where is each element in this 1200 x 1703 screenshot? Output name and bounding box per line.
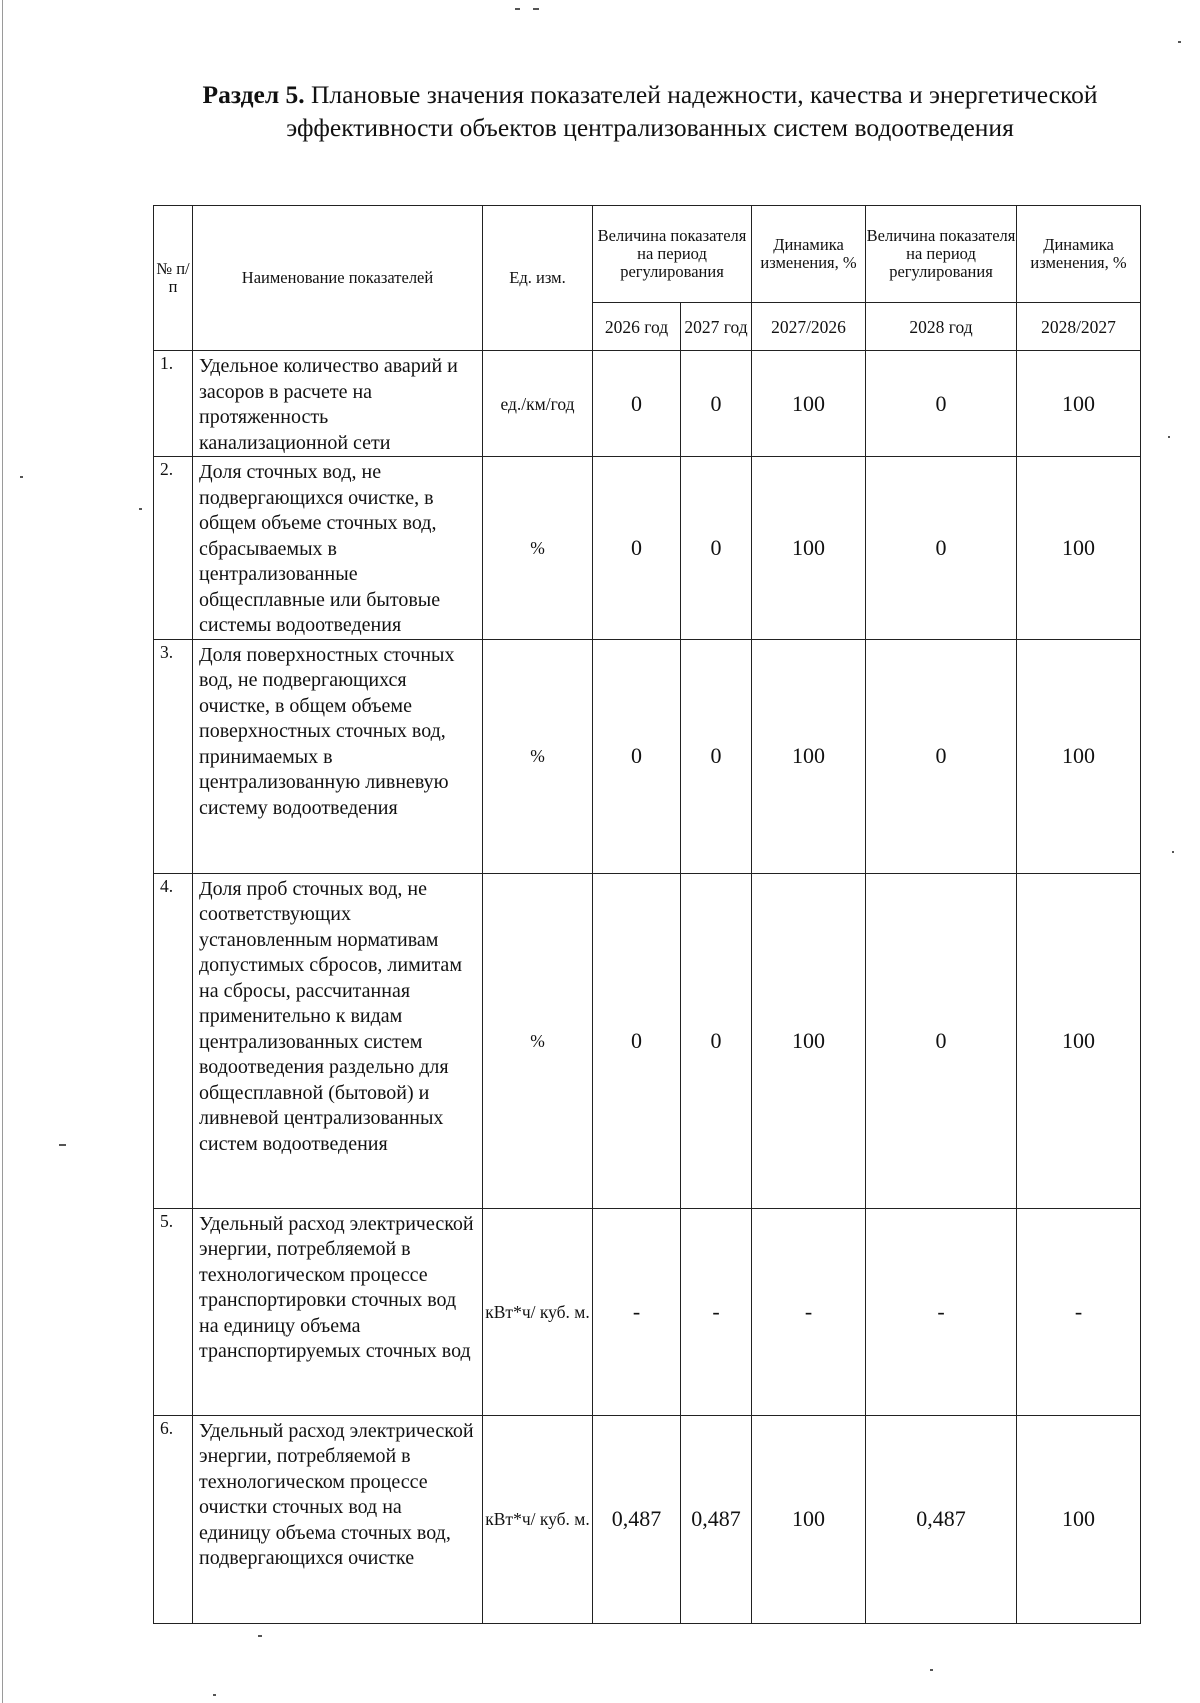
dynamics-2028-2027: 100: [1017, 873, 1141, 1208]
dynamics-2028-2027: 100: [1017, 639, 1141, 873]
header-dynamics-1: Динамика изменения, %: [752, 206, 866, 303]
scan-speck: [930, 1669, 933, 1671]
scan-speck: [1172, 851, 1174, 853]
header-year-2027: 2027 год: [681, 303, 752, 351]
indicator-name: Доля поверхностных сточных вод, не подвергающихся очистке, в общем объеме поверхностных сточных вод, принимаемых в централизованную ливневую систему водоотведения: [193, 639, 483, 873]
section-title: Плановые значения показателей надежности, качества и энергетической эффективности объектов централизованных систем водоотведения: [286, 80, 1098, 142]
dynamics-2027-2026: -: [752, 1208, 866, 1415]
value-2026: 0: [593, 457, 681, 640]
row-number: 1.: [154, 351, 193, 457]
table-row: [154, 639, 1141, 873]
value-2027: 0,487: [681, 1415, 752, 1623]
header-ratio-2: 2028/2027: [1017, 303, 1141, 351]
header-num: № п/ п: [154, 206, 193, 351]
row-number: 5.: [154, 1208, 193, 1415]
section-number: Раздел 5.: [202, 80, 305, 109]
dynamics-2027-2026: 100: [752, 873, 866, 1208]
table-row: [154, 873, 1141, 1208]
value-2028: 0,487: [866, 1415, 1017, 1623]
dynamics-2027-2026: 100: [752, 457, 866, 640]
section-heading: [180, 78, 1120, 144]
indicator-unit: кВт*ч/ куб. м.: [483, 1415, 593, 1623]
dynamics-2027-2026: 100: [752, 1415, 866, 1623]
header-dynamics-2: Динамика изменения, %: [1017, 206, 1141, 303]
indicator-unit: %: [483, 873, 593, 1208]
indicator-name: Удельный расход электрической энергии, потребляемой в технологическом процессе транспортировки сточных вод на единицу объема транспортируемых сточных вод: [193, 1208, 483, 1415]
dynamics-2027-2026: 100: [752, 351, 866, 457]
header-year-2028: 2028 год: [866, 303, 1017, 351]
value-2026: 0: [593, 639, 681, 873]
value-2027: 0: [681, 351, 752, 457]
header-value-period-2: Величина показателя на период регулирования: [866, 206, 1017, 303]
table-row: [154, 1415, 1141, 1623]
header-unit: Ед. изм.: [483, 206, 593, 351]
header-name: Наименование показателей: [193, 206, 483, 351]
indicator-name: Доля проб сточных вод, не соответствующих установленным нормативам допустимых сбросов, лимитам на сбросы, рассчитанная применительно к видам централизованных систем водоотведения раздельно для общесплавной (бытовой) и ливневой централизованных систем водоотведения: [193, 873, 483, 1208]
scan-speck: [20, 476, 23, 478]
header-ratio-1: 2027/2026: [752, 303, 866, 351]
value-2028: 0: [866, 457, 1017, 640]
value-2028: 0: [866, 873, 1017, 1208]
indicator-name: Удельное количество аварий и засоров в расчете на протяженность канализационной сети: [193, 351, 483, 457]
header-year-2026: 2026 год: [593, 303, 681, 351]
scan-speck: [1178, 41, 1181, 43]
indicator-unit: ед./км/год: [483, 351, 593, 457]
header-value-period-1: Величина показателя на период регулирования: [593, 206, 752, 303]
indicator-name: Удельный расход электрической энергии, потребляемой в технологическом процессе очистки сточных вод на единицу объема сточных вод, подвергающихся очистке: [193, 1415, 483, 1623]
row-number: 6.: [154, 1415, 193, 1623]
value-2027: -: [681, 1208, 752, 1415]
header-row-1: [154, 206, 1141, 303]
value-2028: 0: [866, 639, 1017, 873]
dynamics-2028-2027: 100: [1017, 1415, 1141, 1623]
indicator-unit: кВт*ч/ куб. м.: [483, 1208, 593, 1415]
table-row: [154, 351, 1141, 457]
dynamics-2027-2026: 100: [752, 639, 866, 873]
dynamics-2028-2027: 100: [1017, 351, 1141, 457]
row-number: 4.: [154, 873, 193, 1208]
scan-speck: [213, 1694, 216, 1696]
scan-speck: [59, 1144, 66, 1146]
value-2028: -: [866, 1208, 1017, 1415]
value-2026: 0: [593, 351, 681, 457]
table-row: [154, 1208, 1141, 1415]
value-2027: 0: [681, 457, 752, 640]
value-2026: -: [593, 1208, 681, 1415]
indicator-unit: %: [483, 639, 593, 873]
scan-speck: [1168, 436, 1170, 438]
value-2026: 0: [593, 873, 681, 1208]
scan-speck: [258, 1635, 262, 1637]
indicator-unit: %: [483, 457, 593, 640]
value-2027: 0: [681, 873, 752, 1208]
dynamics-2028-2027: -: [1017, 1208, 1141, 1415]
scan-speck: [533, 8, 539, 10]
row-number: 3.: [154, 639, 193, 873]
dynamics-2028-2027: 100: [1017, 457, 1141, 640]
row-number: 2.: [154, 457, 193, 640]
scan-speck: [515, 8, 520, 10]
indicator-name: Доля сточных вод, не подвергающихся очистке, в общем объеме сточных вод, сбрасываемых в централизованные общесплавные или бытовые системы водоотведения: [193, 457, 483, 640]
value-2027: 0: [681, 639, 752, 873]
indicators-table: [153, 205, 1141, 1624]
scan-speck: [139, 508, 142, 510]
value-2028: 0: [866, 351, 1017, 457]
scan-edge-line: [2, 0, 3, 1703]
value-2026: 0,487: [593, 1415, 681, 1623]
table-row: [154, 457, 1141, 640]
